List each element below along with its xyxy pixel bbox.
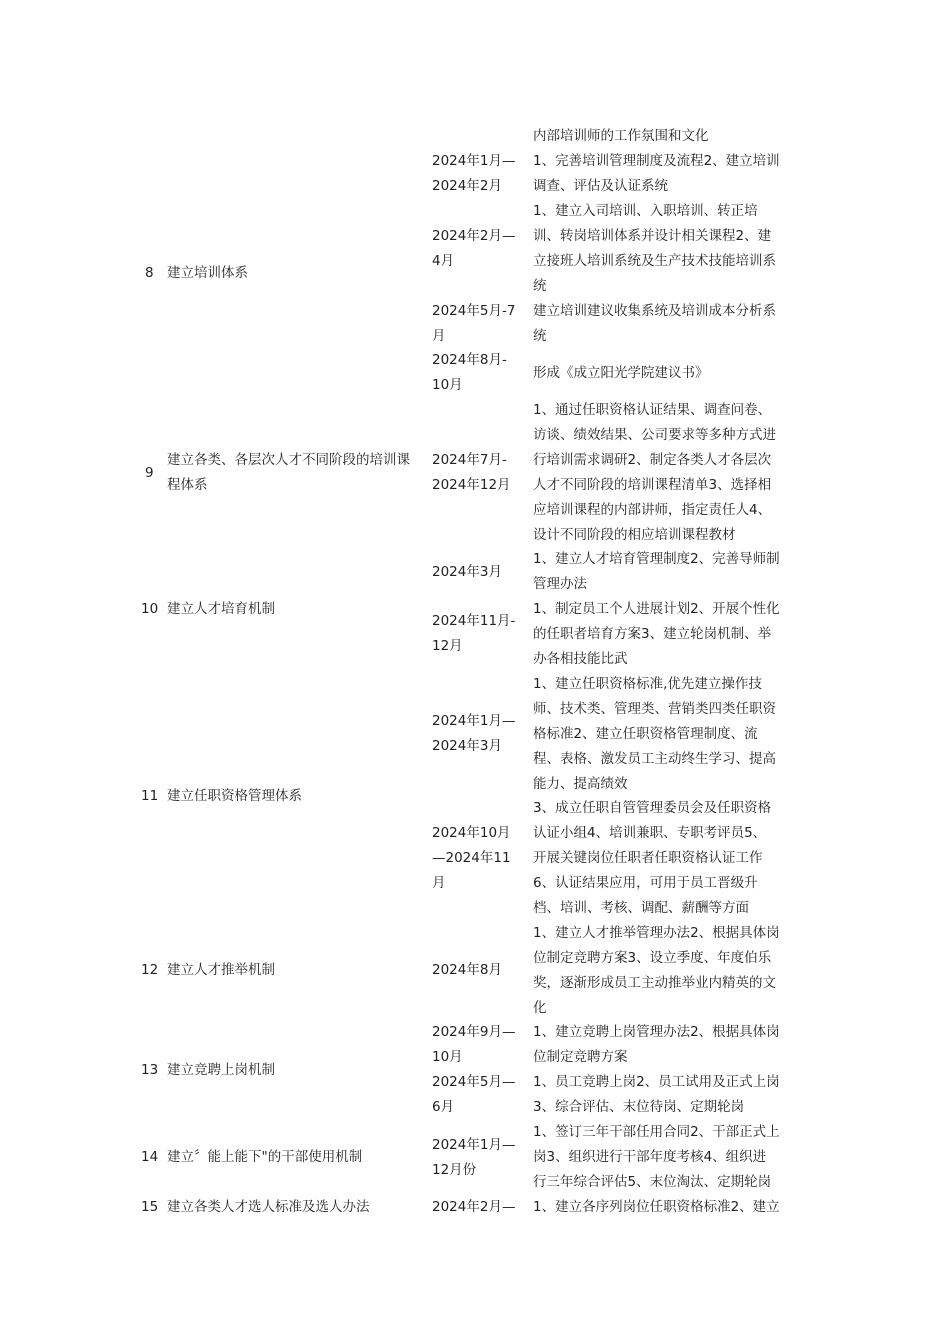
content-line: 格标准2、建立任职资格管理制度、流	[533, 726, 758, 742]
schedule-date: 2024年5月—	[432, 1074, 516, 1090]
content-line: 办各相技能比武	[533, 651, 628, 667]
content-line: 1、建立竞聘上岗管理办法2、根据具体岗	[533, 1024, 780, 1040]
schedule-date: 2024年8月-	[432, 352, 507, 368]
content-line: 行培训需求调研2、制定各类人才各层次	[533, 452, 772, 468]
row-number: 15	[141, 1199, 159, 1215]
schedule-date: 2024年1月—	[432, 153, 516, 169]
schedule-date: 10月	[432, 1049, 463, 1065]
content-line: 统	[533, 278, 547, 294]
content-line: 立接班人培训系统及生产技术技能培训系	[533, 253, 776, 269]
content-line: 位制定竞聘方案3、设立季度、年度伯乐	[533, 950, 772, 966]
schedule-date: 2024年12月	[432, 477, 511, 493]
schedule-date: 2024年5月-7	[432, 303, 516, 319]
content-line: 1、完善培训管理制度及流程2、建立培训	[533, 153, 780, 169]
schedule-date: 2024年3月	[432, 564, 502, 580]
content-line: 1、通过任职资格认证结果、调查问卷、	[533, 402, 772, 418]
content-line: 的任职者培育方案3、建立轮岗机制、举	[533, 626, 772, 642]
content-line: 能力、提高绩效	[533, 776, 628, 792]
row-number: 10	[141, 601, 159, 617]
row-number: 9	[145, 465, 154, 481]
schedule-date: 2024年2月—	[432, 228, 516, 244]
content-line: 1、建立人才培育管理制度2、完善导师制	[533, 551, 780, 567]
task-name: 建立竞聘上岗机制	[167, 1062, 275, 1078]
schedule-date: 2024年10月	[432, 825, 511, 841]
task-name: 建立各类人才选人标准及选人办法	[167, 1199, 370, 1215]
content-line: 开展关键岗位任职者任职资格认证工作	[533, 850, 763, 866]
content-line: 1、建立任职资格标准,优先建立操作技	[533, 676, 762, 692]
content-line: 1、建立人才推举管理办法2、根据具体岗	[533, 925, 780, 941]
schedule-date: —2024年11	[432, 850, 511, 866]
schedule-date: 4月	[432, 253, 455, 269]
content-line: 位制定竞聘方案	[533, 1049, 628, 1065]
task-name: 建立人才培育机制	[167, 601, 275, 617]
content-line: 应培训课程的内部讲师，指定责任人4、	[533, 502, 772, 518]
schedule-date: 6月	[432, 1099, 455, 1115]
row-number: 8	[145, 265, 154, 281]
content-line: 内部培训师的工作氛围和文化	[533, 128, 709, 144]
content-line: 1、签订三年干部任用合同2、干部正式上	[533, 1124, 780, 1140]
content-line: 建立培训建议收集系统及培训成本分析系	[533, 303, 776, 319]
row-number: 12	[141, 962, 159, 978]
schedule-date: 2024年11月-	[432, 613, 516, 629]
schedule-date: 月	[432, 328, 446, 344]
schedule-date: 12月份	[432, 1162, 477, 1178]
content-line: 调查、评估及认证系统	[533, 178, 668, 194]
content-line: 6、认证结果应用，可用于员工晋级升	[533, 875, 758, 891]
content-line: 访谈、绩效结果、公司要求等多种方式进	[533, 427, 776, 443]
content-line: 人才不同阶段的培训课程清单3、选择相	[533, 477, 772, 493]
content-line: 化	[533, 1000, 547, 1016]
task-name: 程体系	[167, 477, 208, 493]
schedule-date: 2024年3月	[432, 738, 502, 754]
task-name: 建立任职资格管理体系	[167, 788, 302, 804]
schedule-date: 月	[432, 875, 446, 891]
content-line: 1、制定员工个人进展计划2、开展个性化	[533, 601, 780, 617]
schedule-date: 2024年1月—	[432, 1137, 516, 1153]
content-line: 形成《成立阳光学院建议书》	[533, 365, 709, 381]
content-line: 档、培训、考核、调配、薪酬等方面	[533, 900, 749, 916]
row-number: 11	[141, 788, 159, 804]
row-number: 13	[141, 1062, 159, 1078]
content-line: 统	[533, 328, 547, 344]
content-line: 设计不同阶段的相应培训课程教材	[533, 527, 736, 543]
content-line: 岗3、组织进行干部年度考核4、组织进	[533, 1149, 767, 1165]
schedule-date: 2024年7月-	[432, 452, 507, 468]
task-name: 建立培训体系	[167, 265, 248, 281]
content-line: 师、技术类、管理类、营销类四类任职资	[533, 701, 776, 717]
content-line: 奖，逐渐形成员工主动推举业内精英的文	[533, 975, 776, 991]
schedule-date: 2024年2月—	[432, 1199, 516, 1215]
schedule-date: 2024年8月	[432, 962, 502, 978]
row-number: 14	[141, 1149, 159, 1165]
schedule-date: 10月	[432, 377, 463, 393]
schedule-date: 2024年9月—	[432, 1024, 516, 1040]
content-line: 行三年综合评估5、末位淘汰、定期轮岗	[533, 1174, 772, 1190]
content-line: 认证小组4、培训兼职、专职考评员5、	[533, 825, 767, 841]
task-name: 建立〞能上能下"的干部使用机制	[167, 1149, 363, 1165]
task-name: 建立各类、各层次人才不同阶段的培训课	[167, 452, 410, 468]
content-line: 1、员工竞聘上岗2、员工试用及正式上岗	[533, 1074, 780, 1090]
schedule-date: 2024年2月	[432, 178, 502, 194]
content-line: 程、表格、激发员工主动终生学习、提高	[533, 751, 776, 767]
content-line: 3、成立任职自管管理委员会及任职资格	[533, 800, 772, 816]
task-name: 建立人才推举机制	[167, 962, 275, 978]
content-line: 1、建立入司培训、入职培训、转正培	[533, 203, 758, 219]
content-line: 3、综合评估、末位待岗、定期轮岗	[533, 1099, 745, 1115]
content-line: 管理办法	[533, 576, 587, 592]
content-line: 1、建立各序列岗位任职资格标准2、建立	[533, 1199, 780, 1215]
schedule-date: 12月	[432, 638, 463, 654]
content-line: 训、转岗培训体系并设计相关课程2、建	[533, 228, 772, 244]
schedule-date: 2024年1月—	[432, 713, 516, 729]
